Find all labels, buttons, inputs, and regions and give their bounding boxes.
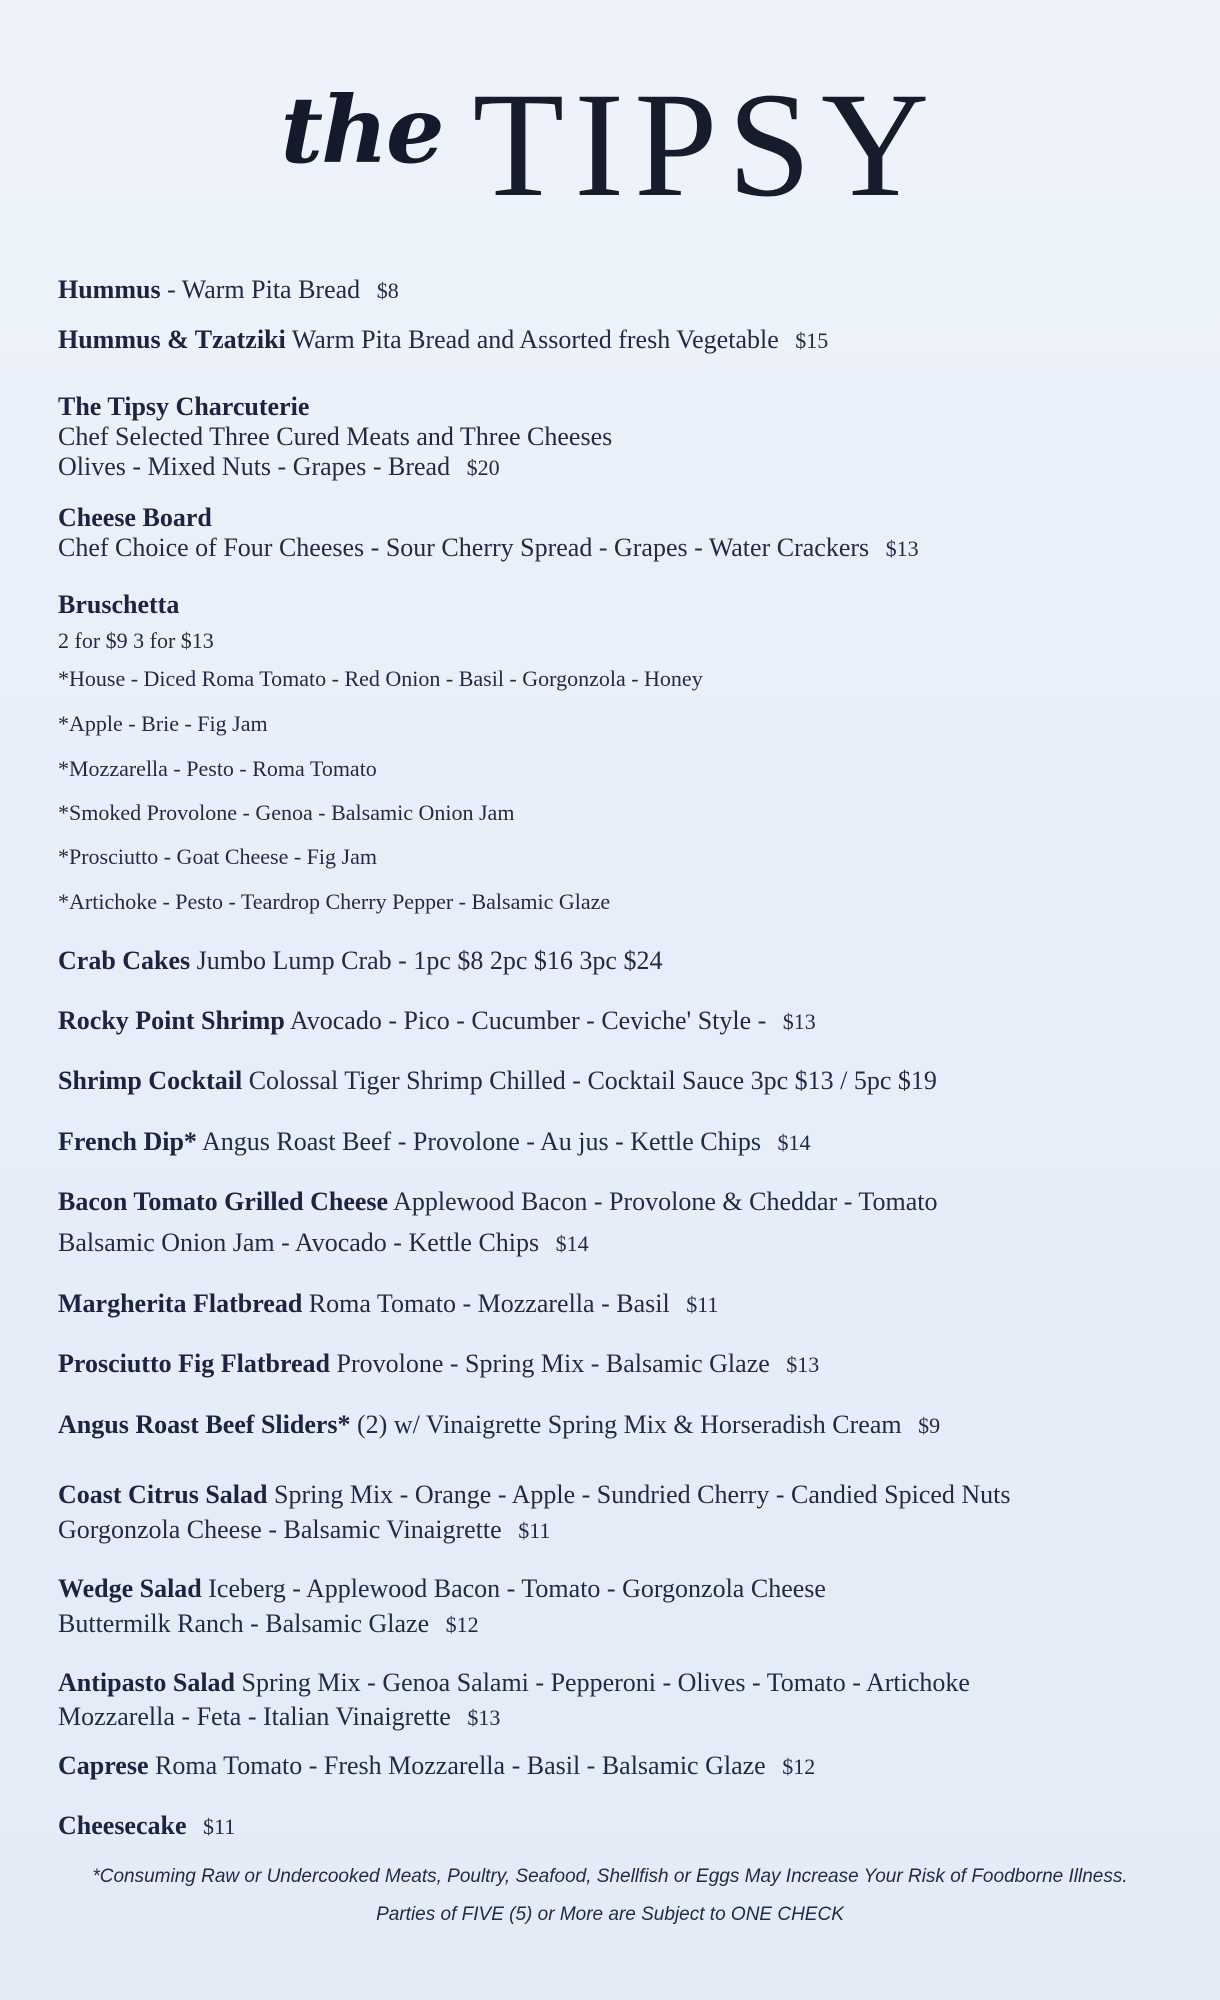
bruschetta-option: *Artichoke - Pesto - Teardrop Cherry Pepper - Balsamic Glaze [58,889,611,914]
menu-item-bruschetta: Bruschetta 2 for $9 3 for $13 [58,590,214,653]
menu-item-wedge-salad: Wedge Salad Iceberg - Applewood Bacon - Tomato - Gorgonzola Cheese [58,1574,826,1603]
party-check-notice: Parties of FIVE (5) or More are Subject to ONE CHECK [376,1904,844,1925]
menu-item-wedge-salad-line2: Buttermilk Ranch - Balsamic Glaze $12 [58,1609,479,1638]
menu-item-hummus-tzatziki: Hummus & Tzatziki Warm Pita Bread and Assorted fresh Vegetable $15 [58,325,829,354]
menu-item-rocky-point-shrimp: Rocky Point Shrimp Avocado - Pico - Cucumber - Ceviche' Style - $13 [58,1006,816,1035]
bruschetta-option: *Smoked Provolone - Genoa - Balsamic Onion Jam [58,800,515,825]
menu-item-cheese-board: Cheese Board Chef Choice of Four Cheeses - Sour Cherry Spread - Grapes - Water Crackers $13 [58,503,919,562]
bruschetta-option: *Apple - Brie - Fig Jam [58,711,268,736]
menu-item-hummus: Hummus - Warm Pita Bread $8 [58,275,399,304]
menu-item-coast-citrus-salad: Coast Citrus Salad Spring Mix - Orange - Apple - Sundried Cherry - Candied Spiced Nuts [58,1480,1011,1509]
restaurant-title [0,62,1220,228]
menu-item-cheesecake: Cheesecake $11 [58,1811,236,1840]
foodborne-warning: *Consuming Raw or Undercooked Meats, Poultry, Seafood, Shellfish or Eggs May Increase Your Risk of Foodborne Illness. [92,1866,1128,1887]
menu-item-caprese: Caprese Roma Tomato - Fresh Mozzarella - Basil - Balsamic Glaze $12 [58,1751,816,1780]
title-name: TIPSY [472,62,940,228]
bruschetta-option: *House - Diced Roma Tomato - Red Onion - Basil - Gorgonzola - Honey [58,666,703,691]
menu-item-french-dip: French Dip* Angus Roast Beef - Provolone - Au jus - Kettle Chips $14 [58,1127,811,1156]
bruschetta-option: *Prosciutto - Goat Cheese - Fig Jam [58,844,377,869]
menu-item-bacon-tomato-grilled-cheese-line2: Balsamic Onion Jam - Avocado - Kettle Chips $14 [58,1228,589,1257]
menu-item-angus-sliders: Angus Roast Beef Sliders* (2) w/ Vinaigrette Spring Mix & Horseradish Cream $9 [58,1410,941,1439]
menu-item-crab-cakes: Crab Cakes Jumbo Lump Crab - 1pc $8 2pc $16 3pc $24 [58,946,663,975]
menu-item-antipasto-salad: Antipasto Salad Spring Mix - Genoa Salami - Pepperoni - Olives - Tomato - Artichoke [58,1668,970,1697]
menu-item-margherita-flatbread: Margherita Flatbread Roma Tomato - Mozzarella - Basil $11 [58,1289,719,1318]
menu-item-bacon-tomato-grilled-cheese: Bacon Tomato Grilled Cheese Applewood Bacon - Provolone & Cheddar - Tomato [58,1187,938,1216]
title-prefix: the [280,76,443,184]
menu-item-charcuterie: The Tipsy Charcuterie Chef Selected Three Cured Meats and Three Cheeses Olives - Mixed Nuts - Grapes - Bread $20 [58,392,613,481]
bruschetta-option: *Mozzarella - Pesto - Roma Tomato [58,756,377,781]
menu-item-coast-citrus-salad-line2: Gorgonzola Cheese - Balsamic Vinaigrette $11 [58,1515,551,1544]
menu-item-shrimp-cocktail: Shrimp Cocktail Colossal Tiger Shrimp Chilled - Cocktail Sauce 3pc $13 / 5pc $19 [58,1066,937,1095]
menu-item-antipasto-salad-line2: Mozzarella - Feta - Italian Vinaigrette $13 [58,1702,501,1731]
menu-item-prosciutto-fig-flatbread: Prosciutto Fig Flatbread Provolone - Spring Mix - Balsamic Glaze $13 [58,1349,820,1378]
